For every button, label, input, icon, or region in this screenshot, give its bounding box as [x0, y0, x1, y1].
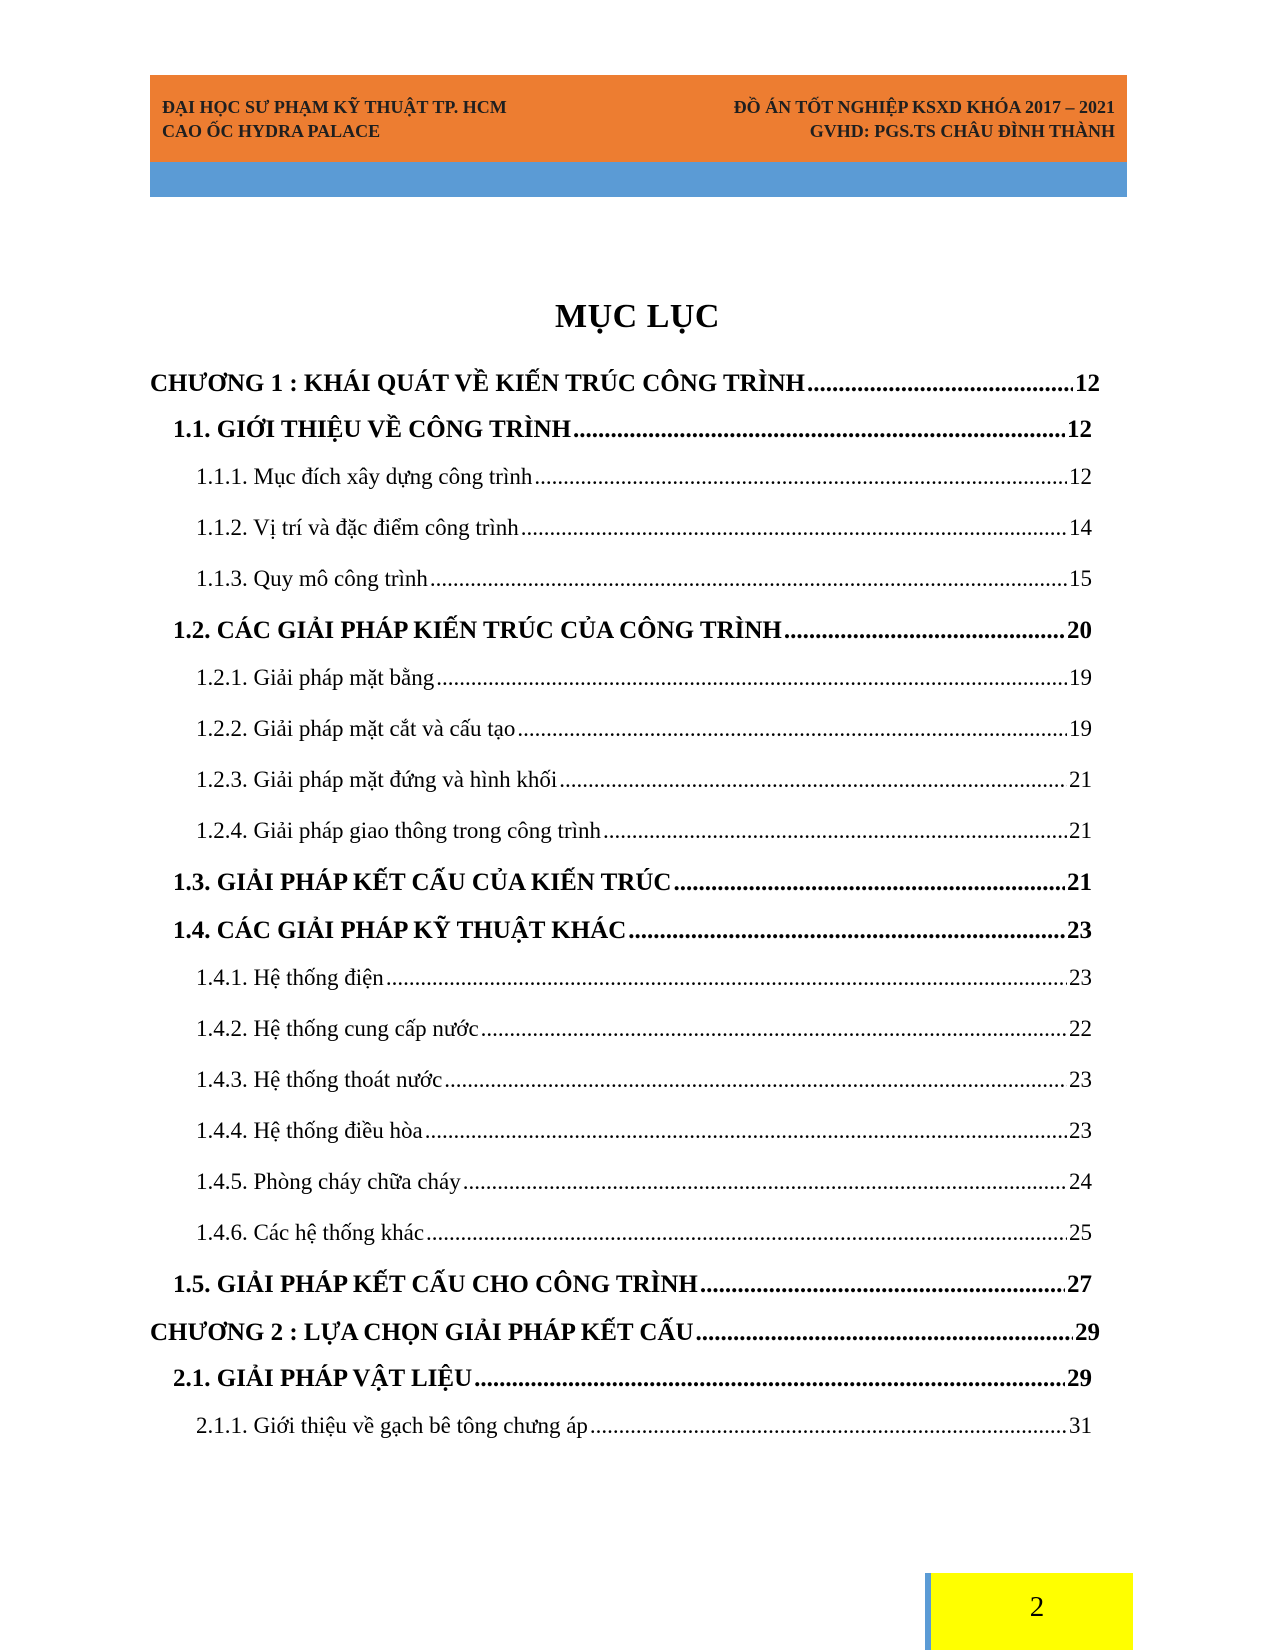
toc-dot-leader	[444, 1067, 1067, 1093]
toc-dot-leader	[474, 1365, 1065, 1393]
toc-entry[interactable]	[150, 1016, 1100, 1067]
toc-entry[interactable]	[150, 1319, 1100, 1365]
toc-entry[interactable]	[150, 716, 1100, 767]
toc-entry-page: 21	[1069, 818, 1092, 843]
toc-entry[interactable]	[150, 665, 1100, 716]
toc-entry-label: 1.4.3. Hệ thống thoát nước	[196, 1067, 443, 1092]
toc-entry-label: 1.2. CÁC GIẢI PHÁP KIẾN TRÚC CỦA CÔNG TRÌNH	[173, 617, 782, 644]
toc-entry-page: 15	[1069, 566, 1092, 591]
toc-entry[interactable]	[150, 1220, 1100, 1271]
toc-entry-label: 1.4.6. Các hệ thống khác	[196, 1220, 425, 1245]
toc-dot-leader	[430, 566, 1067, 592]
toc-dot-leader	[534, 464, 1067, 490]
toc-entry-page: 23	[1069, 1118, 1092, 1143]
toc-entry-label: 2.1.1. Giới thiệu về gạch bê tông chưng áp	[196, 1413, 588, 1438]
toc-dot-leader	[386, 965, 1067, 991]
toc-entry-label: CHƯƠNG 1 : KHÁI QUÁT VỀ KIẾN TRÚC CÔNG TRÌNH	[150, 370, 805, 397]
toc-entry-label: 1.4.1. Hệ thống điện	[196, 965, 384, 990]
header-thesis-title: ĐỒ ÁN TỐT NGHIỆP KSXD KHÓA 2017 – 2021	[733, 97, 1115, 117]
toc-entry[interactable]	[150, 1169, 1100, 1220]
page-number-badge	[925, 1573, 1133, 1650]
toc-entry-label: 1.2.3. Giải pháp mặt đứng và hình khối	[196, 767, 558, 792]
header-right-text	[734, 95, 1115, 143]
toc-entry[interactable]	[150, 416, 1100, 464]
toc-dot-leader	[590, 1413, 1067, 1439]
toc-dot-leader	[807, 370, 1073, 398]
toc-entry[interactable]	[150, 464, 1100, 515]
header-supervisor: GVHD: PGS.TS CHÂU ĐÌNH THÀNH	[809, 121, 1115, 141]
toc-entry-label: 1.1. GIỚI THIỆU VỀ CÔNG TRÌNH	[173, 416, 572, 443]
toc-entry-page: 23	[1069, 1067, 1092, 1092]
toc-dot-leader	[521, 515, 1067, 541]
toc-entry-label: CHƯƠNG 2 : LỰA CHỌN GIẢI PHÁP KẾT CẤU	[150, 1319, 694, 1346]
toc-entry-page: 12	[1069, 464, 1092, 489]
page-title: MỤC LỤC	[555, 298, 720, 335]
toc-entry-page: 14	[1069, 515, 1092, 540]
toc-entry-page: 29	[1075, 1319, 1100, 1346]
toc-dot-leader	[559, 767, 1067, 793]
table-of-contents	[150, 370, 1100, 1464]
toc-dot-leader	[673, 869, 1065, 897]
toc-entry-page: 21	[1069, 767, 1092, 792]
toc-entry-label: 1.1.2. Vị trí và đặc điểm công trình	[196, 515, 519, 540]
toc-dot-leader	[784, 617, 1065, 645]
toc-entry-label: 1.1.3. Quy mô công trình	[196, 566, 428, 591]
toc-dot-leader	[517, 716, 1067, 742]
toc-entry[interactable]	[150, 566, 1100, 617]
toc-entry-label: 1.2.4. Giải pháp giao thông trong công trình	[196, 818, 601, 843]
toc-entry[interactable]	[150, 1271, 1100, 1319]
toc-entry-page: 19	[1069, 716, 1092, 741]
toc-entry-page: 25	[1069, 1220, 1092, 1245]
toc-entry[interactable]	[150, 767, 1100, 818]
toc-entry-label: 1.1.1. Mục đích xây dựng công trình	[196, 464, 533, 489]
header-left-text	[162, 95, 507, 143]
header-project-name: CAO ỐC HYDRA PALACE	[162, 121, 381, 141]
toc-dot-leader	[481, 1016, 1067, 1042]
toc-entry-label: 1.4.2. Hệ thống cung cấp nước	[196, 1016, 479, 1041]
toc-entry-page: 20	[1067, 617, 1092, 644]
toc-dot-leader	[463, 1169, 1067, 1195]
toc-entry[interactable]	[150, 917, 1100, 965]
toc-entry-label: 1.4.5. Phòng cháy chữa cháy	[196, 1169, 461, 1194]
toc-entry-page: 19	[1069, 665, 1092, 690]
toc-entry[interactable]	[150, 1365, 1100, 1413]
header-university: ĐẠI HỌC SƯ PHẠM KỸ THUẬT TP. HCM	[162, 97, 507, 117]
toc-entry-page: 23	[1067, 917, 1092, 944]
toc-entry-page: 12	[1067, 416, 1092, 443]
page-header	[150, 75, 1127, 197]
toc-entry-label: 1.4.4. Hệ thống điều hòa	[196, 1118, 423, 1143]
toc-entry-page: 29	[1067, 1365, 1092, 1392]
toc-dot-leader	[573, 416, 1065, 444]
toc-entry[interactable]	[150, 869, 1100, 917]
toc-dot-leader	[436, 665, 1067, 691]
toc-entry-label: 1.2.2. Giải pháp mặt cắt và cấu tạo	[196, 716, 516, 741]
toc-entry[interactable]	[150, 1118, 1100, 1169]
toc-entry-page: 22	[1069, 1016, 1092, 1041]
toc-entry-label: 1.3. GIẢI PHÁP KẾT CẤU CỦA KIẾN TRÚC	[173, 869, 672, 896]
toc-dot-leader	[603, 818, 1067, 844]
toc-entry-page: 24	[1069, 1169, 1092, 1194]
toc-entry-label: 2.1. GIẢI PHÁP VẬT LIỆU	[173, 1365, 473, 1392]
toc-entry[interactable]	[150, 370, 1100, 416]
toc-entry-page: 23	[1069, 965, 1092, 990]
toc-entry-page: 12	[1075, 370, 1100, 397]
toc-entry-page: 31	[1069, 1413, 1092, 1438]
toc-entry[interactable]	[150, 818, 1100, 869]
page-number: 2	[1029, 1591, 1045, 1623]
toc-entry-page: 27	[1067, 1271, 1092, 1298]
toc-entry-page: 21	[1067, 869, 1092, 896]
toc-entry[interactable]	[150, 515, 1100, 566]
toc-entry-label: 1.2.1. Giải pháp mặt bằng	[196, 665, 435, 690]
toc-dot-leader	[696, 1319, 1073, 1347]
toc-entry-label: 1.4. CÁC GIẢI PHÁP KỸ THUẬT KHÁC	[173, 917, 627, 944]
toc-entry[interactable]	[150, 617, 1100, 665]
toc-entry-label: 1.5. GIẢI PHÁP KẾT CẤU CHO CÔNG TRÌNH	[173, 1271, 698, 1298]
toc-dot-leader	[628, 917, 1065, 945]
toc-dot-leader	[426, 1220, 1067, 1246]
toc-dot-leader	[425, 1118, 1067, 1144]
toc-entry[interactable]	[150, 965, 1100, 1016]
toc-dot-leader	[700, 1271, 1065, 1299]
toc-entry[interactable]	[150, 1413, 1100, 1464]
header-blue-band	[150, 162, 1127, 197]
toc-entry[interactable]	[150, 1067, 1100, 1118]
